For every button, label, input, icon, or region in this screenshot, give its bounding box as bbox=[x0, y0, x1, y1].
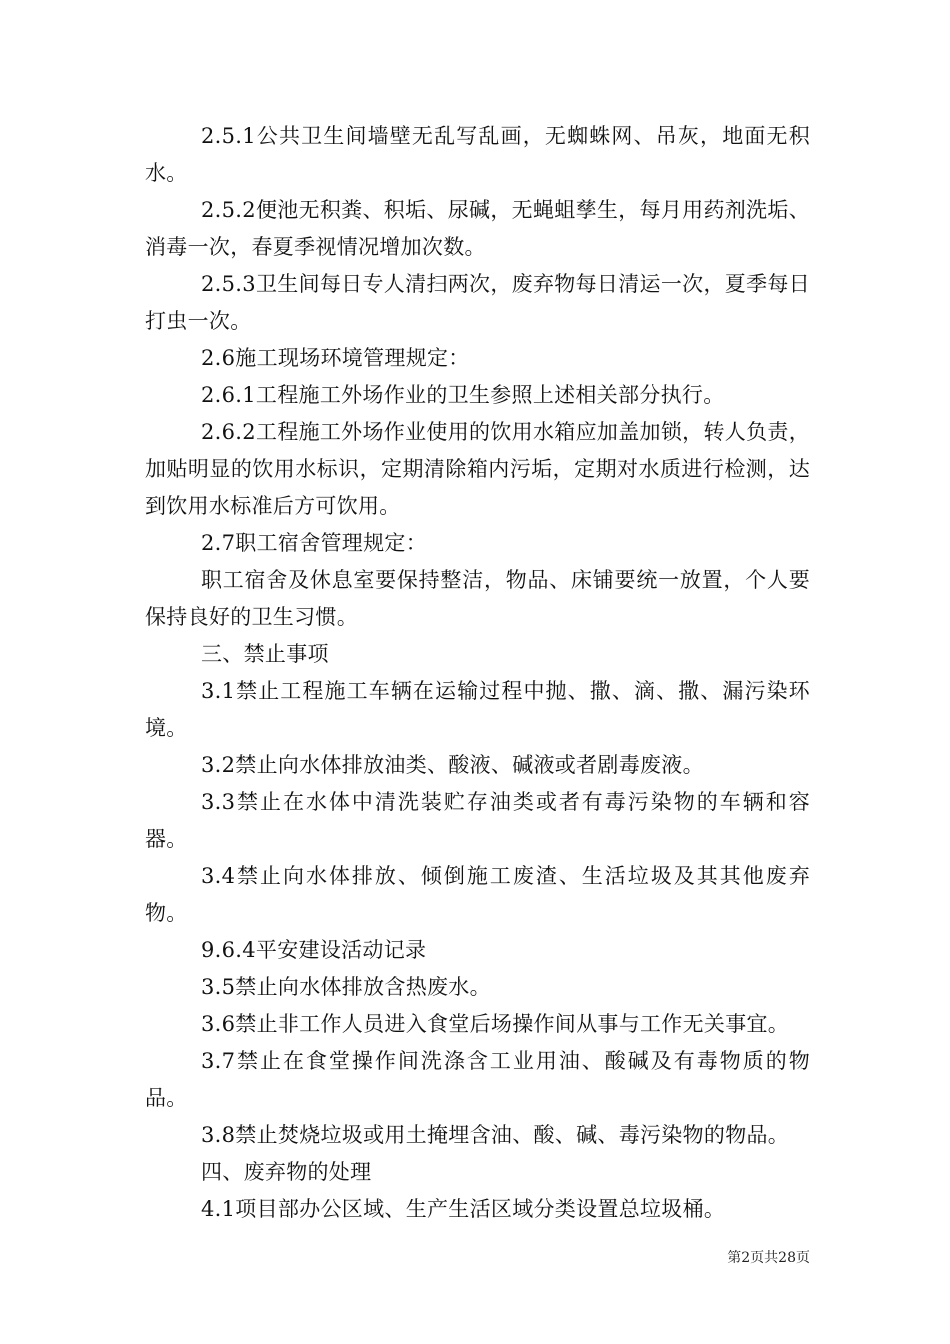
paragraph: 3.5禁止向水体排放含热废水。 bbox=[201, 975, 491, 999]
paragraph: 2.6.1工程施工外场作业的卫生参照上述相关部分执行。 bbox=[201, 383, 725, 407]
paragraph: 9.6.4平安建设活动记录 bbox=[201, 938, 427, 962]
paragraph: 3.4禁止向水体排放、倾倒施工废渣、生活垃圾及其其他废弃物。 bbox=[145, 864, 810, 925]
paragraph: 3.6禁止非工作人员进入食堂后场操作间从事与工作无关事宜。 bbox=[201, 1012, 790, 1036]
paragraph: 3.3禁止在水体中清洗装贮存油类或者有毒污染物的车辆和容器。 bbox=[145, 790, 810, 851]
paragraph: 3.1禁止工程施工车辆在运输过程中抛、撒、滴、撒、漏污染环境。 bbox=[145, 679, 810, 740]
page-number: 第2页共28页 bbox=[727, 1250, 810, 1266]
paragraph: 2.5.1公共卫生间墙壁无乱写乱画，无蜘蛛网、吊灰，地面无积水。 bbox=[145, 124, 810, 185]
paragraph: 3.7禁止在食堂操作间洗涤含工业用油、酸碱及有毒物质的物品。 bbox=[145, 1049, 810, 1110]
paragraph: 4.1项目部办公区域、生产生活区域分类设置总垃圾桶。 bbox=[201, 1197, 726, 1221]
paragraph: 2.5.3卫生间每日专人清扫两次，废弃物每日清运一次，夏季每日打虫一次。 bbox=[145, 272, 810, 333]
section-heading: 2.7职工宿舍管理规定： bbox=[201, 531, 427, 555]
paragraph: 2.6.2工程施工外场作业使用的饮用水箱应加盖加锁，转人负责，加贴明显的饮用水标识，定期清除箱内污垢，定期对水质进行检测，达到饮用水标准后方可饮用。 bbox=[145, 420, 810, 518]
document-body bbox=[145, 118, 810, 1228]
chapter-heading: 三、禁止事项 bbox=[201, 642, 329, 666]
paragraph: 职工宿舍及休息室要保持整洁，物品、床铺要统一放置，个人要保持良好的卫生习惯。 bbox=[145, 568, 810, 629]
section-heading: 2.6施工现场环境管理规定： bbox=[201, 346, 470, 370]
paragraph: 2.5.2便池无积粪、积垢、尿碱，无蝇蛆孳生，每月用药剂洗垢、消毒一次，春夏季视情况增加次数。 bbox=[145, 198, 810, 259]
chapter-heading: 四、废弃物的处理 bbox=[201, 1160, 372, 1184]
paragraph: 3.2禁止向水体排放油类、酸液、碱液或者剧毒废液。 bbox=[201, 753, 704, 777]
paragraph: 3.8禁止焚烧垃圾或用土掩埋含油、酸、碱、毒污染物的物品。 bbox=[201, 1123, 790, 1147]
